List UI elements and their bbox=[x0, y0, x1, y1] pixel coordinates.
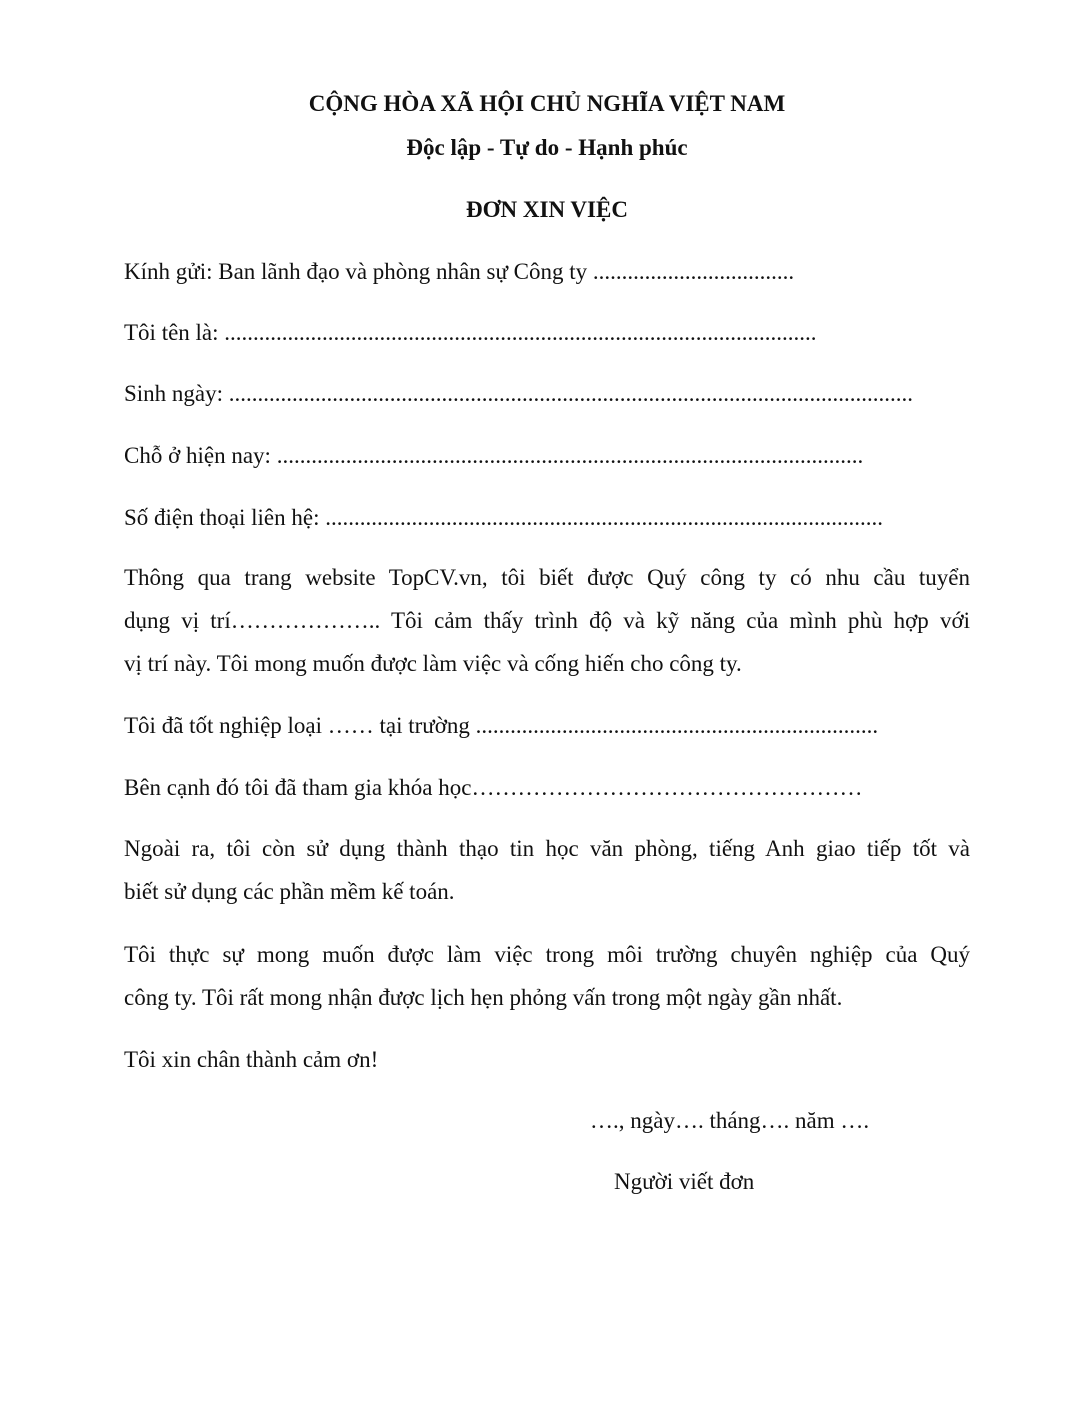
birth-date-line: Sinh ngày: ....................................................................................................................... bbox=[124, 381, 914, 406]
skills-paragraph-line-1: Ngoài ra, tôi còn sử dụng thành thạo tin học văn phòng, tiếng Anh giao tiếp tốt và bbox=[124, 836, 970, 861]
wish-paragraph-line-1: Tôi thực sự mong muốn được làm việc trong môi trường chuyên nghiệp của Quý bbox=[124, 942, 970, 967]
name-line: Tôi tên là: ....................................................................................................... bbox=[124, 320, 817, 345]
graduation-line: Tôi đã tốt nghiệp loại …… tại trường ...................................................................... bbox=[124, 713, 879, 738]
course-line: Bên cạnh đó tôi đã tham gia khóa học…………………………………………… bbox=[124, 775, 863, 800]
wish-paragraph-line-2: công ty. Tôi rất mong nhận được lịch hẹn phỏng vấn trong một ngày gần nhất. bbox=[124, 985, 843, 1010]
country-heading: CỘNG HÒA XÃ HỘI CHỦ NGHĨA VIỆT NAM bbox=[308, 91, 786, 116]
motto-heading: Độc lập - Tự do - Hạnh phúc bbox=[406, 135, 688, 160]
intro-paragraph-line-2: dụng vị trí……………….. Tôi cảm thấy trình độ và kỹ năng của mình phù hợp với bbox=[124, 608, 970, 633]
thanks-line: Tôi xin chân thành cảm ơn! bbox=[124, 1047, 379, 1072]
recipient-line: Kính gửi: Ban lãnh đạo và phòng nhân sự Công ty ................................... bbox=[124, 259, 795, 284]
intro-paragraph-line-3: vị trí này. Tôi mong muốn được làm việc và cống hiến cho công ty. bbox=[124, 651, 742, 676]
skills-paragraph-line-2: biết sử dụng các phần mềm kế toán. bbox=[124, 879, 455, 904]
address-line: Chỗ ở hiện nay: ...................................................................................................... bbox=[124, 443, 864, 468]
document-title: ĐƠN XIN VIỆC bbox=[466, 197, 628, 222]
phone-line: Số điện thoại liên hệ: ................................................................................................. bbox=[124, 505, 883, 530]
signature-date: …., ngày…. tháng…. năm …. bbox=[590, 1108, 870, 1133]
signature-label: Người viết đơn bbox=[614, 1169, 755, 1194]
intro-paragraph-line-1: Thông qua trang website TopCV.vn, tôi biết được Quý công ty có nhu cầu tuyển bbox=[124, 565, 970, 590]
